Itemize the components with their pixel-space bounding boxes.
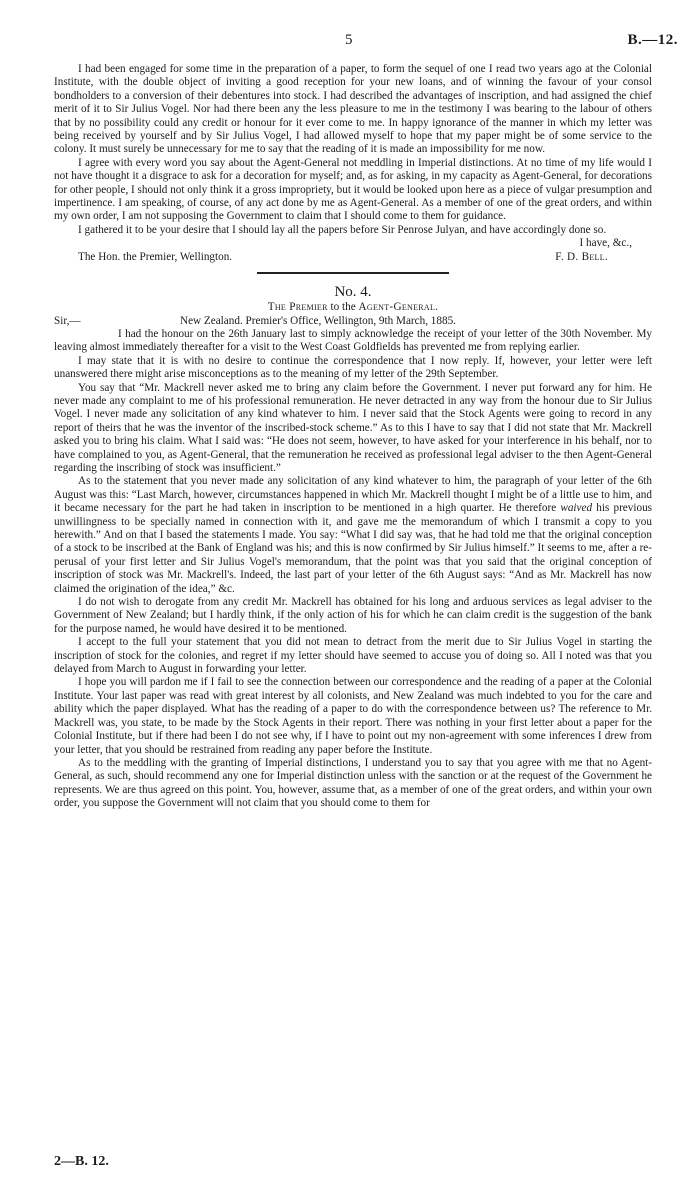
salutation: Sir,— (54, 314, 81, 327)
closing: I have, &c., (579, 237, 632, 250)
place-date: New Zealand. Premier's Office, Wellington, 9th March, 1885. (180, 314, 456, 327)
letter-to: Agent-General. (358, 301, 439, 314)
closing-line (54, 237, 652, 250)
addressee: The Hon. the Premier, Wellington. (78, 250, 233, 263)
paragraph: I hope you will pardon me if I fail to see the connection between our correspondence and the reading of a paper at the Colonial Institute. Your last paper was read with great interest by all colonists, and New Zealand was much indebted to you for the care and ability which the paper displayed. What has the reading of a paper to do with the correspondence between us? The reference to Mr. Mackrell was, you state, to be made by the Stock Agents in their report. There was nothing in your first letter about a paper for the Colonial Institute, but if there had been I do not see why, if I have to point out my non-agreement with some inferences I drew from your letter, that you should be restrained from reading any paper before the Institute. (54, 676, 652, 756)
letter-from: The Premier (267, 301, 328, 314)
paragraph: I accept to the full your statement that you did not mean to detract from the merit due to Sir Julius Vogel in starting the inscription of stock for the colonies, and regret if my letter should have seemed to accuse you of doing so. All I noted was that you delayed from March to August in forwarding your letter. (54, 636, 652, 676)
paragraph (54, 475, 652, 596)
letter-4 (54, 283, 652, 810)
salutation-row (54, 315, 652, 328)
paragraph: You say that “Mr. Mackrell never asked me to bring any claim before the Government. I never put forward any for him. He never made any complaint to me of his professional remuneration. He never detracted in any way from the honour due to Sir Julius Vogel. I never made any solicitation of any kind whatever to him. I never said that the Stock Agents were going to record in any report of theirs that he was the inventor of the inscribed-stock scheme.” As to this I have to say that I did not state that Mr. Mackrell asked you to bring his claim. What I said was: “He does not seem, however, to have asked for your interference in his behalf, nor to have complained to you, as Agent-General, that the remuneration he received as professional legal adviser to the then Agent-General regarding the inscribing of stock was insufficient.” (54, 381, 652, 474)
paragraph-text: As to the statement that you never made any solicitation of any kind whatever to him, the paragraph of your letter of the 6th August was this: “Last March, however, circumstances happened in which Mr. Mackrell thought I might be of a little use to him, and it became necessary for the part he had taken in inscription to be mentioned in a high quarter. He therefore (54, 475, 652, 515)
section-divider (257, 272, 449, 274)
addressee-signature-line (54, 251, 652, 264)
paragraph: I had the honour on the 26th January last to simply acknowledge the receipt of your letter of the 30th November. My leaving almost immediately thereafter for a visit to the West Coast Goldfields has prevented me from replying earlier. (54, 327, 652, 354)
paragraph: I had been engaged for some time in the preparation of a paper, to form the sequel of one I read two years ago at the Colonial Institute, with the double object of inviting a good reception for your new loans, and of winning the favour of your consol bondholders to a conversion of their debentures into stock. I had described the advantages of inscription, and had assigned the chief merit of it to Sir Julius Vogel. Nor had there been any the less pleasure to me in the testimony I was bearing to the labour of others that by no possibility could any credit or honour for it ever come to me. In happy ignorance of the manner in which my letter was being received by yourself and by Sir Julius Vogel, I had allowed myself to hope that my paper might be of some service to the colony. It must surely be unnecessary for me to say that the reading of it is made an impossibility for me now. (54, 63, 652, 156)
letter-3-continuation (54, 63, 652, 264)
page-header (0, 34, 700, 52)
signature-mark: 2—B. 12. (54, 1154, 109, 1169)
letter-to-word: to the (330, 301, 356, 314)
document-reference: B.—12. (627, 32, 678, 48)
emphasis-word: waived (560, 502, 593, 515)
paragraph: I do not wish to derogate from any credit Mr. Mackrell has obtained for his long and arduous services as legal adviser to the Government of New Zealand; but I hardly think, if the only action of his for which he can claim credit is the suggestion of the bank for the purpose named, he would have desired it to be mentioned. (54, 596, 652, 635)
paragraph-text: his previous unwillingness to be specially named in connection with it, and gave me the memorandum of which I transmit a copy to you herewith.” And on that I based the statements I made. You say: “What I did say was, that he had told me that the original conception of a stock to be inscribed at the Bank of England was his; and this is now confirmed by Sir Julius himself.” It seems to me, after a re-perusal of your first letter and Sir Julius Vogel's memorandum, that the point was that you said that the original conception of inscription of stock was Mr. Mackrell's. Indeed, the last part of your letter of the 6th August says: “And as Mr. Mackrell has now claimed the origination of the idea,” &c. (54, 502, 653, 595)
signature: F. D. Bell. (555, 250, 608, 263)
page-body (54, 63, 652, 811)
paragraph: I may state that it is with no desire to continue the correspondence that I now reply. If, however, your letter were left unanswered there might arise misconceptions as to the meaning of my letter of the 29th September. (54, 354, 652, 381)
letter-number: No. 4. (334, 284, 372, 301)
paragraph: I agree with every word you say about the Agent-General not meddling in Imperial distinctions. At no time of my life would I not have thought it a disgrace to ask for a decoration for myself; and, as for asking, in my capacity as Agent-General, for decorations for other people, I should not only think it a gross impropriety, but it would be looked upon here as a piece of vulgar presumption and impertinence. I am speaking, of course, of any act done by me as Agent-General. As a member of one of the great orders, and within my own order, I am not supposing the Government to claim that I should come to them for guidance. (54, 156, 652, 223)
page-number: 5 (345, 32, 353, 48)
paragraph: I gathered it to be your desire that I should lay all the papers before Sir Penrose Julyan, and have accordingly done so. (78, 223, 607, 236)
paragraph: As to the meddling with the granting of Imperial distinctions, I understand you to say that you agree with me that no Agent-General, as such, should recommend any one for Imperial distinction unless with the sanction or at the request of the Government he represents. We are thus agreed on this point. You, however, assume that, as a member of one of the great orders, and within your own order, you suppose the Government will not claim that you should come to them for (54, 756, 652, 810)
letter-route (54, 301, 652, 314)
